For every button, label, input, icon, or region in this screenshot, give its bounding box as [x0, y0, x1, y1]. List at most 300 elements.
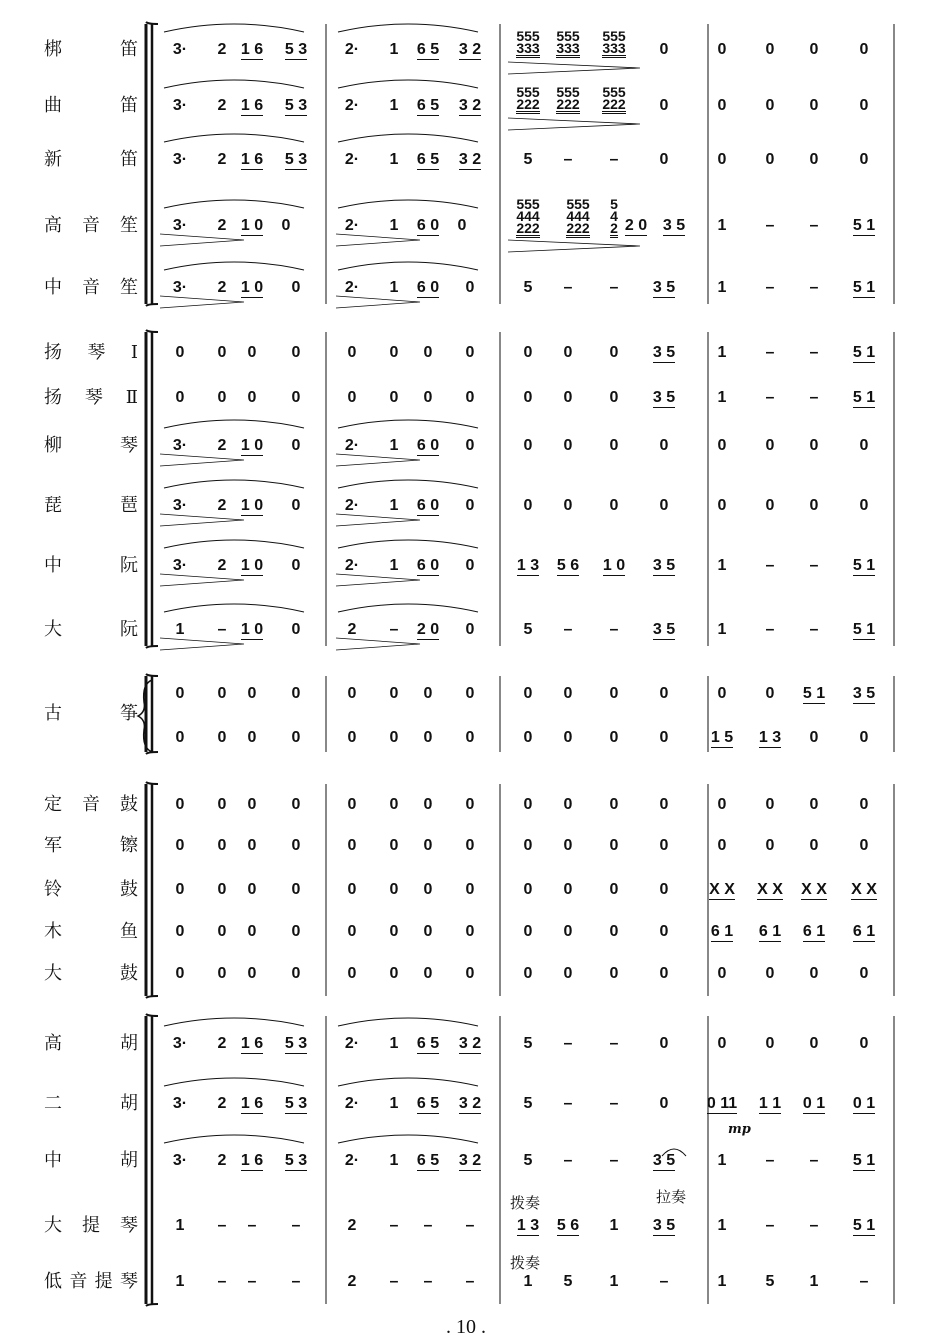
note-cell: 6 1 — [802, 923, 826, 940]
note-cell: 0 — [717, 437, 727, 454]
note-cell: 1 — [717, 557, 727, 574]
note-cell: 0 — [765, 151, 775, 168]
instrument-name: 扬琴Ⅰ — [44, 342, 138, 363]
note-cell: 0 — [247, 685, 257, 702]
score-mark — [146, 782, 158, 784]
note-cell: 0 — [809, 151, 819, 168]
note-cell: 6 1 — [710, 923, 734, 940]
note-cell: 0 — [659, 837, 669, 854]
note-cell: 0 — [465, 881, 475, 898]
note-cell: 0 — [389, 344, 399, 361]
note-cell: 2· — [344, 497, 360, 514]
note-cell: 5 3 — [284, 41, 308, 58]
score-mark — [164, 604, 304, 612]
instrument-name: 扬琴Ⅱ — [44, 387, 138, 408]
note-cell: 3· — [172, 217, 188, 234]
note-cell: 0 — [465, 279, 475, 296]
note-cell: 0 — [423, 796, 433, 813]
note-cell: 0 — [423, 837, 433, 854]
note-cell: – — [389, 621, 399, 638]
note-cell: 1 — [809, 1273, 819, 1290]
note-cell: 0 — [175, 923, 185, 940]
note-cell: 0 — [809, 1035, 819, 1052]
note-cell: 0 — [291, 796, 301, 813]
note-cell: 0 — [859, 497, 869, 514]
note-cell: 0 — [465, 965, 475, 982]
note-cell: 0 — [659, 41, 669, 58]
staff-row — [0, 620, 932, 648]
note-cell: 0 — [659, 497, 669, 514]
note-cell: 1 6 — [240, 97, 264, 114]
note-cell: 0 — [247, 965, 257, 982]
note-cell: – — [809, 1217, 819, 1234]
note-cell: 5 — [765, 1273, 775, 1290]
note-cell: 0 — [465, 729, 475, 746]
note-cell: 5 — [563, 1273, 573, 1290]
score-mark — [338, 24, 478, 32]
note-cell: 1 6 — [240, 41, 264, 58]
note-cell: 0 — [563, 729, 573, 746]
note-cell: 5 1 — [852, 279, 876, 296]
note-cell: – — [609, 151, 619, 168]
note-cell: X X — [851, 881, 877, 898]
note-cell: 0 — [389, 796, 399, 813]
score-mark — [338, 80, 478, 88]
note-cell: 5 3 — [284, 1035, 308, 1052]
note-cell: 0 — [291, 729, 301, 746]
note-cell: 555 333 — [602, 28, 626, 56]
note-cell: 5 1 — [802, 685, 826, 702]
note-cell: 0 — [217, 389, 227, 406]
note-cell: 5 6 — [556, 1217, 580, 1234]
note-cell: 6 5 — [416, 41, 440, 58]
pizzicato-label: 拨奏 — [510, 1194, 541, 1212]
note-cell: 2 — [217, 497, 227, 514]
instrument-name: 低音提琴 — [44, 1271, 138, 1292]
note-cell: 0 — [765, 497, 775, 514]
note-cell: – — [247, 1273, 257, 1290]
instrument-name: 新笛 — [44, 149, 138, 170]
score-mark — [164, 200, 304, 208]
note-cell: – — [247, 1217, 257, 1234]
note-cell: X X — [709, 881, 735, 898]
note-cell: 0 — [423, 729, 433, 746]
note-cell: 1 — [175, 621, 185, 638]
instrument-name: 定音鼓 — [44, 794, 138, 815]
note-cell: 0 — [809, 796, 819, 813]
note-cell: 3· — [172, 1035, 188, 1052]
staff-row — [0, 1094, 932, 1122]
staff-row — [0, 28, 932, 68]
note-cell: 0 — [347, 344, 357, 361]
instrument-name: 中阮 — [44, 555, 138, 576]
note-cell: 6 1 — [758, 923, 782, 940]
instrument-name: 高音笙 — [44, 215, 138, 236]
note-cell: 555 444 222 — [516, 196, 540, 236]
note-cell: 6 0 — [416, 557, 440, 574]
note-cell: – — [563, 279, 573, 296]
note-cell: 0 — [563, 389, 573, 406]
note-cell: 0 — [217, 685, 227, 702]
note-cell: 0 — [859, 729, 869, 746]
instrument-name: 柳琴 — [44, 435, 138, 456]
instrument-name: 中音笙 — [44, 277, 138, 298]
note-cell: – — [291, 1217, 301, 1234]
note-cell: 0 — [217, 729, 227, 746]
note-cell: – — [423, 1217, 433, 1234]
note-cell: 0 — [809, 497, 819, 514]
note-cell: 3· — [172, 97, 188, 114]
note-cell: 0 — [175, 685, 185, 702]
note-cell: 6 5 — [416, 1095, 440, 1112]
note-cell: – — [809, 344, 819, 361]
staff-row — [0, 556, 932, 584]
note-cell: 1 0 — [240, 557, 264, 574]
note-cell: 0 — [389, 729, 399, 746]
note-cell: 0 — [523, 685, 533, 702]
note-cell: – — [765, 389, 775, 406]
note-cell: 0 — [859, 151, 869, 168]
note-cell: 0 — [659, 151, 669, 168]
note-cell: 0 — [523, 881, 533, 898]
note-cell: 3· — [172, 1095, 188, 1112]
note-cell: 0 — [563, 837, 573, 854]
note-cell: 555 333 — [516, 28, 540, 56]
note-cell: 5 1 — [852, 1152, 876, 1169]
note-cell: 0 — [523, 796, 533, 813]
note-cell: – — [609, 1035, 619, 1052]
note-cell: 0 — [659, 965, 669, 982]
note-cell: 2· — [344, 151, 360, 168]
note-cell: 5 3 — [284, 1095, 308, 1112]
score-mark — [338, 1018, 478, 1026]
note-cell: 3 2 — [458, 1035, 482, 1052]
note-cell: 0 — [291, 837, 301, 854]
note-cell: 0 — [175, 965, 185, 982]
staff-row — [0, 728, 932, 756]
note-cell: 6 1 — [852, 923, 876, 940]
score-mark — [164, 134, 304, 142]
score-mark — [338, 1135, 478, 1143]
note-cell: 0 — [809, 729, 819, 746]
note-cell: 0 — [423, 389, 433, 406]
note-cell: 2 — [217, 41, 227, 58]
note-cell: – — [765, 344, 775, 361]
note-cell: 0 — [465, 497, 475, 514]
note-cell: 5 — [523, 1095, 533, 1112]
note-cell: 0 — [717, 97, 727, 114]
note-cell: 3 5 — [652, 1217, 676, 1234]
note-cell: 1 — [389, 557, 399, 574]
note-cell: 1 — [175, 1217, 185, 1234]
note-cell: 0 — [291, 881, 301, 898]
staff-row — [0, 1151, 932, 1179]
note-cell: 6 0 — [416, 217, 440, 234]
note-cell: 0 — [659, 729, 669, 746]
note-cell: 5 1 — [852, 344, 876, 361]
staff-row — [0, 436, 932, 464]
note-cell: 3 5 — [662, 217, 686, 234]
note-cell: 0 — [859, 41, 869, 58]
note-cell: 555 333 — [556, 28, 580, 56]
note-cell: – — [859, 1273, 869, 1290]
note-cell: 0 — [389, 685, 399, 702]
note-cell: 6 0 — [416, 497, 440, 514]
note-cell: 3· — [172, 437, 188, 454]
note-cell: 1 — [609, 1273, 619, 1290]
note-cell: 0 — [347, 923, 357, 940]
note-cell: – — [389, 1217, 399, 1234]
note-cell: 0 — [609, 965, 619, 982]
staff-row — [0, 84, 932, 124]
note-cell: 0 — [247, 837, 257, 854]
note-cell: 0 — [247, 389, 257, 406]
note-cell: – — [563, 1095, 573, 1112]
note-cell: 0 — [523, 497, 533, 514]
dynamic-mp: mp — [728, 1122, 751, 1137]
note-cell: 0 — [609, 344, 619, 361]
note-cell: 0 — [717, 796, 727, 813]
instrument-name: 大鼓 — [44, 963, 138, 984]
note-cell: 3 5 — [852, 685, 876, 702]
note-cell: 0 — [717, 837, 727, 854]
note-cell: 0 — [609, 729, 619, 746]
note-cell: 1 5 — [710, 729, 734, 746]
note-cell: – — [389, 1273, 399, 1290]
note-cell: 3 2 — [458, 97, 482, 114]
note-cell: 1 0 — [240, 217, 264, 234]
note-cell: – — [291, 1273, 301, 1290]
note-cell: 0 — [563, 685, 573, 702]
note-cell: 3 5 — [652, 279, 676, 296]
note-cell: 0 — [563, 881, 573, 898]
note-cell: 0 — [347, 685, 357, 702]
note-cell: 2 — [217, 437, 227, 454]
note-cell: 2· — [344, 279, 360, 296]
note-cell: 0 — [291, 965, 301, 982]
note-cell: 1 0 — [602, 557, 626, 574]
note-cell: 1 — [717, 1217, 727, 1234]
page-number: . 10 . — [446, 1316, 486, 1338]
note-cell: 3· — [172, 151, 188, 168]
staff-row — [0, 684, 932, 712]
instrument-name: 木鱼 — [44, 921, 138, 942]
note-cell: 0 — [247, 796, 257, 813]
note-cell: 0 — [609, 796, 619, 813]
note-cell: – — [465, 1273, 475, 1290]
note-cell: 3 2 — [458, 1152, 482, 1169]
note-cell: 2 — [217, 557, 227, 574]
note-cell: 0 — [217, 965, 227, 982]
note-cell: – — [765, 217, 775, 234]
note-cell: – — [217, 621, 227, 638]
note-cell: 1 3 — [758, 729, 782, 746]
staff-row — [0, 795, 932, 823]
note-cell: 0 11 — [706, 1095, 738, 1112]
note-cell: 0 — [423, 965, 433, 982]
note-cell: 0 — [423, 881, 433, 898]
note-cell: 0 — [347, 796, 357, 813]
staff-row — [0, 388, 932, 416]
note-cell: 1 — [389, 217, 399, 234]
note-cell: 2 — [217, 279, 227, 296]
note-cell: 0 — [859, 965, 869, 982]
note-cell: 0 — [175, 729, 185, 746]
note-cell: 5 3 — [284, 151, 308, 168]
instrument-name: 军镲 — [44, 835, 138, 856]
note-cell: 0 — [765, 1035, 775, 1052]
note-cell: 0 — [859, 437, 869, 454]
score-mark — [164, 262, 304, 270]
note-cell: 0 — [859, 837, 869, 854]
note-cell: 555 222 — [516, 84, 540, 112]
note-cell: 0 — [659, 437, 669, 454]
instrument-name: 梆笛 — [44, 39, 138, 60]
note-cell: 6 5 — [416, 97, 440, 114]
note-cell: – — [809, 557, 819, 574]
note-cell: 2· — [344, 217, 360, 234]
note-cell: – — [609, 1095, 619, 1112]
note-cell: 3· — [172, 497, 188, 514]
note-cell: 3 2 — [458, 151, 482, 168]
score-mark — [338, 200, 478, 208]
note-cell: 0 — [347, 729, 357, 746]
score-mark — [164, 480, 304, 488]
note-cell: 0 — [523, 729, 533, 746]
note-cell: 0 — [609, 881, 619, 898]
score-mark — [338, 540, 478, 548]
note-cell: – — [609, 621, 619, 638]
score-mark — [338, 262, 478, 270]
score-mark — [146, 1304, 158, 1306]
note-cell: 0 — [465, 344, 475, 361]
note-cell: 5 — [523, 1152, 533, 1169]
note-cell: 5 3 — [284, 97, 308, 114]
note-cell: 1 0 — [240, 437, 264, 454]
note-cell: 1 — [389, 279, 399, 296]
note-cell: – — [809, 621, 819, 638]
note-cell: 6 5 — [416, 1035, 440, 1052]
note-cell: 6 5 — [416, 1152, 440, 1169]
note-cell: 1 3 — [516, 557, 540, 574]
note-cell: 1 — [389, 437, 399, 454]
note-cell: 2 — [347, 1217, 357, 1234]
note-cell: 0 — [465, 389, 475, 406]
note-cell: 0 — [609, 437, 619, 454]
note-cell: 0 — [217, 923, 227, 940]
instrument-name: 铃鼓 — [44, 879, 138, 900]
note-cell: 3 5 — [652, 1152, 676, 1169]
note-cell: 0 — [347, 965, 357, 982]
note-cell: X X — [757, 881, 783, 898]
note-cell: 0 — [809, 965, 819, 982]
note-cell: 0 — [465, 437, 475, 454]
note-cell: 0 — [765, 97, 775, 114]
note-cell: 2 — [347, 1273, 357, 1290]
note-cell: – — [765, 621, 775, 638]
note-cell: 0 — [291, 279, 301, 296]
note-cell: 1 1 — [758, 1095, 782, 1112]
note-cell: 2 — [217, 1152, 227, 1169]
note-cell: 0 — [465, 621, 475, 638]
score-mark — [146, 22, 158, 24]
score-mark — [146, 330, 158, 332]
note-cell: 0 — [347, 837, 357, 854]
instrument-name: 大提琴 — [44, 1215, 138, 1236]
note-cell: 2 — [217, 97, 227, 114]
note-cell: 2 — [217, 1035, 227, 1052]
note-cell: 1 6 — [240, 151, 264, 168]
note-cell: 1 — [609, 1217, 619, 1234]
note-cell: 2 0 — [624, 217, 648, 234]
note-cell: – — [563, 1035, 573, 1052]
staff-row — [0, 1272, 932, 1300]
note-cell: – — [563, 621, 573, 638]
note-cell: 0 — [523, 965, 533, 982]
note-cell: 2· — [344, 1035, 360, 1052]
instrument-name: 曲笛 — [44, 95, 138, 116]
note-cell: 3 5 — [652, 344, 676, 361]
note-cell: 1 — [389, 97, 399, 114]
note-cell: 0 — [291, 621, 301, 638]
note-cell: 1 6 — [240, 1035, 264, 1052]
note-cell: – — [217, 1217, 227, 1234]
staff-row — [0, 880, 932, 908]
note-cell: 0 — [659, 923, 669, 940]
note-cell: 555 444 222 — [566, 196, 590, 236]
note-cell: 2· — [344, 97, 360, 114]
note-cell: 1 — [717, 621, 727, 638]
note-cell: 0 — [765, 837, 775, 854]
note-cell: 0 — [247, 344, 257, 361]
score-mark — [338, 420, 478, 428]
note-cell: 5 6 — [556, 557, 580, 574]
staff-row — [0, 343, 932, 371]
note-cell: 5 — [523, 621, 533, 638]
note-cell: 3· — [172, 279, 188, 296]
note-cell: – — [563, 151, 573, 168]
note-cell: 5 1 — [852, 389, 876, 406]
note-cell: 0 — [217, 881, 227, 898]
note-cell: 1 0 — [240, 279, 264, 296]
score-mark — [338, 134, 478, 142]
note-cell: 0 — [859, 796, 869, 813]
note-cell: 0 — [609, 685, 619, 702]
note-cell: 5 — [523, 151, 533, 168]
note-cell: 0 — [717, 497, 727, 514]
note-cell: 0 — [423, 685, 433, 702]
note-cell: 0 — [175, 344, 185, 361]
note-cell: 0 — [175, 881, 185, 898]
note-cell: 2 — [217, 151, 227, 168]
note-cell: 0 — [717, 1035, 727, 1052]
note-cell: 1 — [717, 344, 727, 361]
note-cell: 5 — [523, 1035, 533, 1052]
note-cell: 0 — [457, 217, 467, 234]
note-cell: 6 5 — [416, 151, 440, 168]
note-cell: 0 — [347, 389, 357, 406]
note-cell: 0 — [659, 97, 669, 114]
note-cell: 1 — [389, 41, 399, 58]
note-cell: 0 — [465, 685, 475, 702]
instrument-name: 琵琶 — [44, 495, 138, 516]
note-cell: 0 — [765, 437, 775, 454]
note-cell: 0 — [523, 437, 533, 454]
note-cell: 0 — [809, 437, 819, 454]
note-cell: 0 — [563, 437, 573, 454]
score-mark — [164, 24, 304, 32]
note-cell: 5 — [523, 279, 533, 296]
